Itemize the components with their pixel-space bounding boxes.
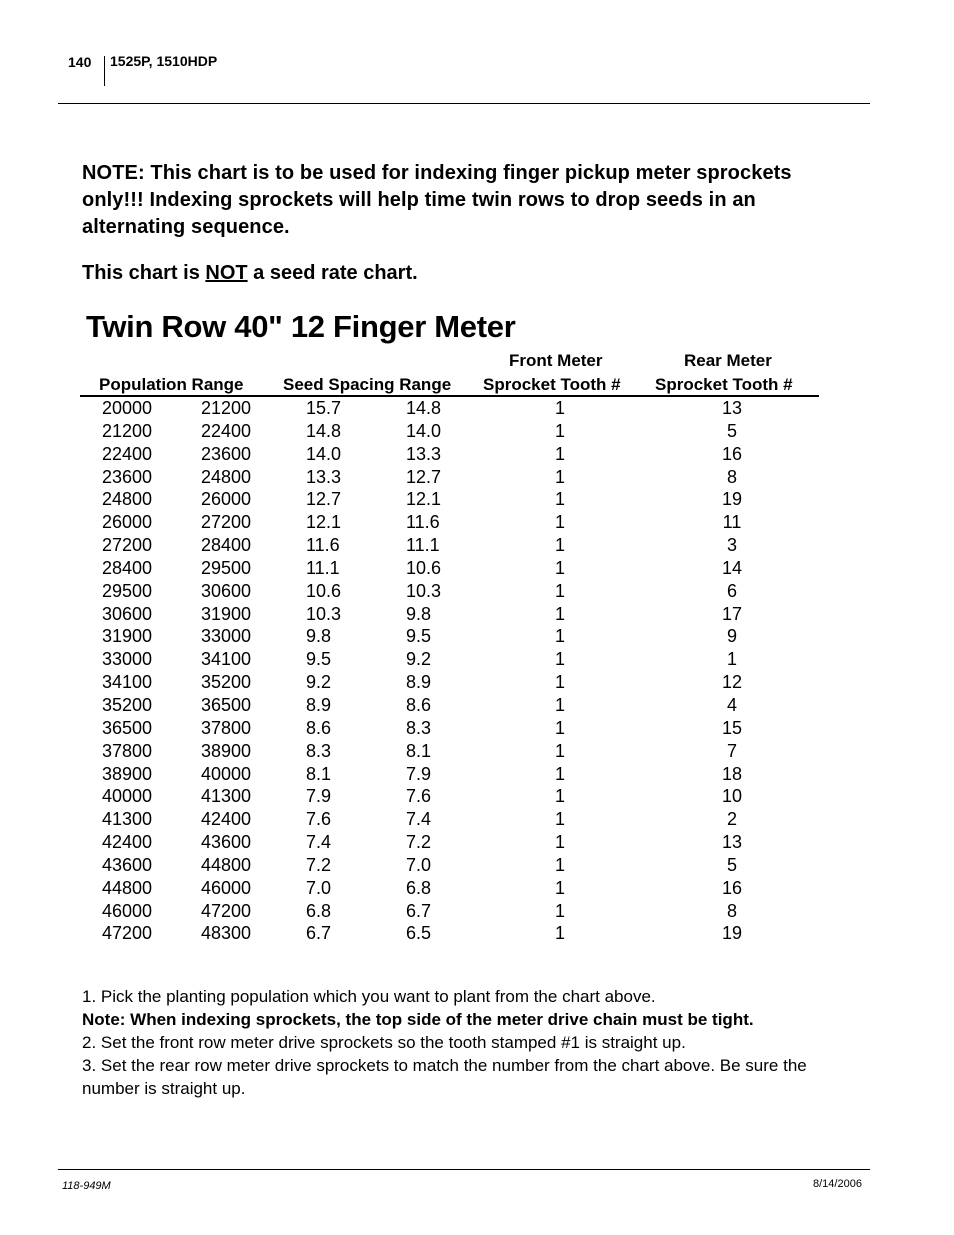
table-row <box>0 625 954 648</box>
instruction-note: Note: When indexing sprockets, the top side of the meter drive chain must be tight. <box>82 1010 754 1029</box>
table-row <box>0 557 954 580</box>
table-row <box>0 580 954 603</box>
table-row <box>0 854 954 877</box>
population-from-cell: 23600 <box>102 466 153 487</box>
population-from-cell: 31900 <box>102 626 153 647</box>
rear-tooth-cell: 4 <box>726 694 737 715</box>
front-tooth-cell: 1 <box>554 717 565 738</box>
population-from-cell: 38900 <box>102 763 153 784</box>
spacing-to-cell: 13.3 <box>406 443 442 464</box>
spacing-to-cell: 11.1 <box>406 535 440 556</box>
population-from-cell: 41300 <box>102 809 153 830</box>
table-row <box>0 648 954 671</box>
population-from-cell: 46000 <box>102 900 153 921</box>
population-from-cell: 34100 <box>102 672 153 693</box>
population-to-cell: 42400 <box>201 809 252 830</box>
front-tooth-cell: 1 <box>554 649 565 670</box>
population-to-cell: 48300 <box>201 923 252 944</box>
table-row <box>0 808 954 831</box>
population-from-cell: 33000 <box>102 649 153 670</box>
front-tooth-cell: 1 <box>554 832 565 853</box>
spacing-from-cell: 7.0 <box>306 877 332 898</box>
spacing-to-cell: 12.1 <box>406 489 442 510</box>
table-row <box>0 763 954 786</box>
table-row <box>0 922 954 945</box>
population-from-cell: 43600 <box>102 854 153 875</box>
population-from-cell: 29500 <box>102 580 153 601</box>
spacing-to-cell: 12.7 <box>406 466 442 487</box>
front-tooth-cell: 1 <box>554 603 565 624</box>
rear-tooth-cell: 17 <box>721 603 743 624</box>
spacing-from-cell: 11.1 <box>306 557 340 578</box>
population-to-cell: 23600 <box>201 443 252 464</box>
spacing-to-cell: 8.3 <box>406 717 432 738</box>
front-tooth-cell: 1 <box>554 694 565 715</box>
spacing-from-cell: 12.7 <box>306 489 342 510</box>
population-from-cell: 20000 <box>102 398 153 418</box>
table-row <box>0 900 954 923</box>
table-row <box>0 534 954 557</box>
population-from-cell: 42400 <box>102 832 153 853</box>
table-row <box>0 443 954 466</box>
population-to-cell: 34100 <box>201 649 252 670</box>
header-rule <box>58 103 870 104</box>
population-to-cell: 36500 <box>201 694 252 715</box>
spacing-from-cell: 7.6 <box>306 809 332 830</box>
front-tooth-cell: 1 <box>554 923 565 944</box>
front-tooth-cell: 1 <box>554 420 565 441</box>
front-tooth-cell: 1 <box>554 809 565 830</box>
population-from-cell: 35200 <box>102 694 153 715</box>
population-to-cell: 38900 <box>201 740 252 761</box>
front-tooth-cell: 1 <box>554 763 565 784</box>
front-tooth-cell: 1 <box>554 854 565 875</box>
rear-tooth-cell: 5 <box>726 420 737 441</box>
front-tooth-cell: 1 <box>554 580 565 601</box>
table-row <box>0 671 954 694</box>
front-tooth-cell: 1 <box>554 398 565 418</box>
population-to-cell: 44800 <box>201 854 252 875</box>
footer-rule <box>58 1169 870 1170</box>
population-from-cell: 36500 <box>102 717 153 738</box>
population-to-cell: 30600 <box>201 580 252 601</box>
rear-tooth-cell: 16 <box>721 443 743 464</box>
front-tooth-cell: 1 <box>554 557 565 578</box>
spacing-to-cell: 7.2 <box>406 832 432 853</box>
instruction-step-3: 3. Set the rear row meter drive sprockets to match the number from the chart above. Be sure the number is straight up. <box>82 1056 807 1098</box>
header-rear-top: Rear Meter <box>684 351 772 370</box>
model-name: 1525P, 1510HDP <box>110 53 218 69</box>
spacing-from-cell: 7.4 <box>306 832 332 853</box>
population-to-cell: 27200 <box>201 512 252 533</box>
population-to-cell: 43600 <box>201 832 252 853</box>
table-row <box>0 877 954 900</box>
spacing-from-cell: 6.8 <box>306 900 332 921</box>
spacing-from-cell: 7.9 <box>306 786 332 807</box>
spacing-from-cell: 9.5 <box>306 649 332 670</box>
spacing-to-cell: 6.7 <box>406 900 432 921</box>
doc-number: 118-949M <box>62 1180 111 1192</box>
population-to-cell: 41300 <box>201 786 252 807</box>
table-row <box>0 397 954 420</box>
rear-tooth-cell: 8 <box>726 900 737 921</box>
spacing-from-cell: 12.1 <box>306 512 342 533</box>
front-tooth-cell: 1 <box>554 786 565 807</box>
spacing-to-cell: 7.4 <box>406 809 432 830</box>
population-from-cell: 24800 <box>102 489 153 510</box>
population-to-cell: 29500 <box>201 557 252 578</box>
table-row <box>0 740 954 763</box>
header-population: Population Range <box>99 375 244 394</box>
table-row <box>0 511 954 534</box>
table-row <box>0 420 954 443</box>
doc-date: 8/14/2006 <box>813 1178 862 1190</box>
table-row <box>0 488 954 511</box>
rear-tooth-cell: 11 <box>722 512 742 533</box>
rear-tooth-cell: 7 <box>726 740 737 761</box>
chart-title: Twin Row 40" 12 Finger Meter <box>86 309 516 344</box>
population-to-cell: 40000 <box>201 763 252 784</box>
rate-chart-note <box>82 262 418 285</box>
population-to-cell: 21200 <box>201 398 252 418</box>
header-front-top: Front Meter <box>509 351 603 370</box>
spacing-from-cell: 14.8 <box>306 420 342 441</box>
rate-note-prefix: This chart is <box>82 262 206 284</box>
spacing-from-cell: 8.3 <box>306 740 332 761</box>
spacing-to-cell: 10.3 <box>406 580 442 601</box>
sprocket-table <box>0 397 954 945</box>
spacing-from-cell: 14.0 <box>306 443 342 464</box>
rate-note-not: NOT <box>205 262 248 284</box>
spacing-from-cell: 8.6 <box>306 717 332 738</box>
spacing-from-cell: 7.2 <box>306 854 332 875</box>
population-to-cell: 35200 <box>201 672 252 693</box>
spacing-from-cell: 8.1 <box>306 763 332 784</box>
front-tooth-cell: 1 <box>554 626 565 647</box>
table-row <box>0 694 954 717</box>
spacing-to-cell: 8.9 <box>406 672 432 693</box>
table-row <box>0 466 954 489</box>
spacing-to-cell: 8.1 <box>406 740 432 761</box>
rear-tooth-cell: 16 <box>721 877 743 898</box>
spacing-to-cell: 6.5 <box>406 923 432 944</box>
spacing-to-cell: 6.8 <box>406 877 432 898</box>
spacing-from-cell: 9.8 <box>306 626 332 647</box>
rate-note-suffix: a seed rate chart. <box>247 262 418 284</box>
population-to-cell: 22400 <box>201 420 252 441</box>
front-tooth-cell: 1 <box>554 877 565 898</box>
population-to-cell: 37800 <box>201 717 252 738</box>
header-rear-bottom: Sprocket Tooth # <box>655 375 793 394</box>
page-number: 140 <box>68 54 92 70</box>
population-from-cell: 40000 <box>102 786 153 807</box>
rear-tooth-cell: 15 <box>721 717 743 738</box>
population-from-cell: 37800 <box>102 740 153 761</box>
population-from-cell: 47200 <box>102 923 153 944</box>
population-from-cell: 26000 <box>102 512 153 533</box>
rear-tooth-cell: 19 <box>721 923 743 944</box>
population-to-cell: 28400 <box>201 535 252 556</box>
front-tooth-cell: 1 <box>554 489 565 510</box>
header-front-bottom: Sprocket Tooth # <box>483 375 621 394</box>
rear-tooth-cell: 1 <box>726 649 737 670</box>
front-tooth-cell: 1 <box>554 900 565 921</box>
rear-tooth-cell: 13 <box>721 398 743 418</box>
index-note: NOTE: This chart is to be used for indexing finger pickup meter sprockets only!!! Indexing sprockets will help time twin rows to drop seeds in an alternating sequence. <box>82 162 792 238</box>
spacing-to-cell: 7.9 <box>406 763 432 784</box>
spacing-to-cell: 10.6 <box>406 557 442 578</box>
spacing-to-cell: 8.6 <box>406 694 432 715</box>
spacing-to-cell: 7.0 <box>406 854 432 875</box>
table-row <box>0 717 954 740</box>
rear-tooth-cell: 10 <box>721 786 743 807</box>
population-to-cell: 24800 <box>201 466 252 487</box>
table-row <box>0 785 954 808</box>
rear-tooth-cell: 2 <box>726 809 737 830</box>
rear-tooth-cell: 13 <box>721 832 743 853</box>
spacing-to-cell: 7.6 <box>406 786 432 807</box>
front-tooth-cell: 1 <box>554 535 565 556</box>
rear-tooth-cell: 19 <box>721 489 743 510</box>
rear-tooth-cell: 18 <box>721 763 743 784</box>
front-tooth-cell: 1 <box>554 512 565 533</box>
spacing-from-cell: 11.6 <box>306 535 340 556</box>
spacing-to-cell: 9.5 <box>406 626 432 647</box>
population-from-cell: 30600 <box>102 603 153 624</box>
spacing-to-cell: 9.8 <box>406 603 432 624</box>
population-from-cell: 22400 <box>102 443 153 464</box>
rear-tooth-cell: 6 <box>726 580 737 601</box>
spacing-to-cell: 9.2 <box>406 649 432 670</box>
population-from-cell: 28400 <box>102 557 153 578</box>
spacing-from-cell: 10.3 <box>306 603 342 624</box>
spacing-from-cell: 10.6 <box>306 580 342 601</box>
front-tooth-cell: 1 <box>554 740 565 761</box>
instruction-step-1: 1. Pick the planting population which you want to plant from the chart above. <box>82 987 656 1006</box>
header-divider <box>104 56 105 86</box>
population-from-cell: 21200 <box>102 420 153 441</box>
rear-tooth-cell: 5 <box>726 854 737 875</box>
population-from-cell: 27200 <box>102 535 153 556</box>
spacing-from-cell: 9.2 <box>306 672 332 693</box>
table-row <box>0 603 954 626</box>
population-to-cell: 31900 <box>201 603 252 624</box>
spacing-to-cell: 14.0 <box>406 420 442 441</box>
spacing-from-cell: 15.7 <box>306 398 342 418</box>
population-to-cell: 26000 <box>201 489 252 510</box>
spacing-to-cell: 14.8 <box>406 398 442 418</box>
table-row <box>0 831 954 854</box>
header-spacing: Seed Spacing Range <box>283 375 452 394</box>
population-from-cell: 44800 <box>102 877 153 898</box>
spacing-to-cell: 11.6 <box>406 512 440 533</box>
rear-tooth-cell: 8 <box>726 466 737 487</box>
rear-tooth-cell: 12 <box>721 672 743 693</box>
front-tooth-cell: 1 <box>554 672 565 693</box>
population-to-cell: 46000 <box>201 877 252 898</box>
population-to-cell: 47200 <box>201 900 252 921</box>
population-to-cell: 33000 <box>201 626 252 647</box>
instruction-step-2: 2. Set the front row meter drive sprockets so the tooth stamped #1 is straight up. <box>82 1033 686 1052</box>
front-tooth-cell: 1 <box>554 443 565 464</box>
spacing-from-cell: 6.7 <box>306 923 332 944</box>
rear-tooth-cell: 14 <box>721 557 743 578</box>
rear-tooth-cell: 9 <box>726 626 737 647</box>
spacing-from-cell: 8.9 <box>306 694 332 715</box>
front-tooth-cell: 1 <box>554 466 565 487</box>
rear-tooth-cell: 3 <box>726 535 737 556</box>
spacing-from-cell: 13.3 <box>306 466 342 487</box>
